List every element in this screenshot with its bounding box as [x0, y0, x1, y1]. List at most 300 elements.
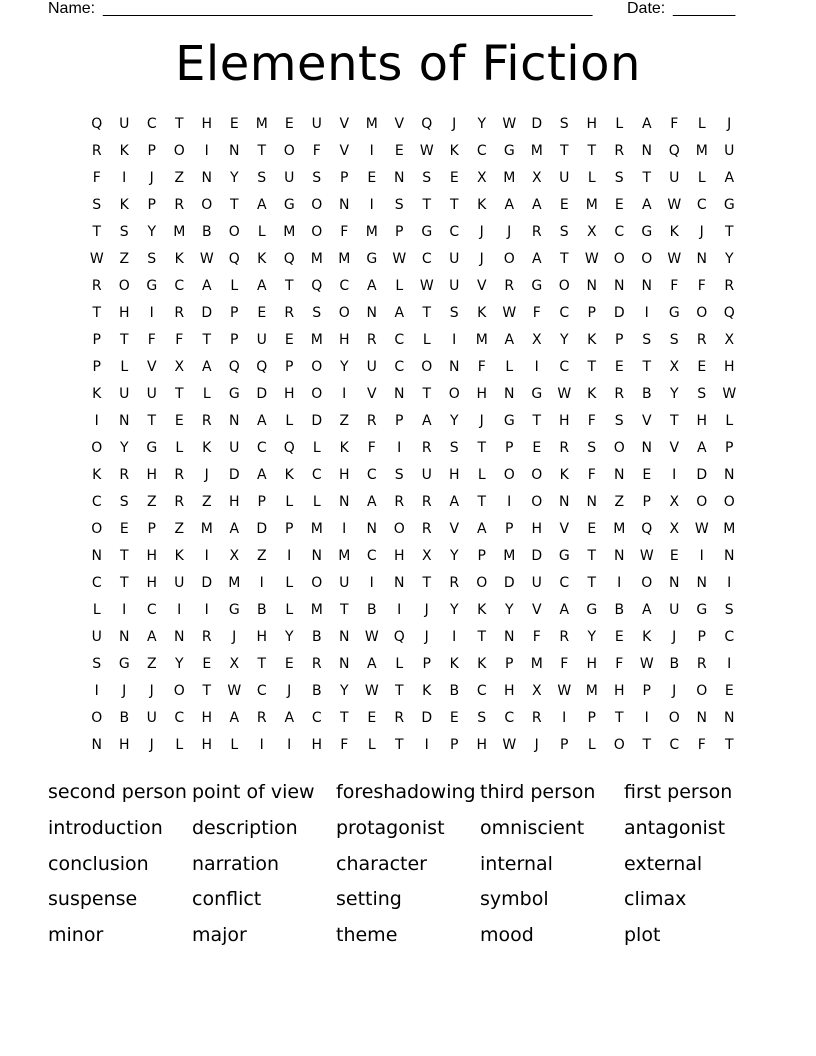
grid-letter: I — [699, 548, 704, 564]
grid-letter: O — [118, 278, 130, 294]
grid-letter: Q — [256, 359, 268, 375]
grid-letter: E — [614, 359, 624, 375]
grid-letter: Y — [119, 440, 129, 456]
word-list-item: point of view — [192, 781, 315, 803]
grid-letter: K — [119, 197, 129, 213]
grid-letter: V — [394, 116, 405, 132]
grid-letter: N — [696, 710, 707, 726]
grid-letter: P — [147, 197, 156, 213]
grid-letter: R — [449, 575, 460, 591]
grid-letter: L — [367, 737, 376, 753]
grid-letter: Y — [339, 683, 349, 699]
grid-letter: K — [669, 224, 679, 240]
grid-letter: O — [311, 575, 323, 591]
grid-letter: J — [479, 413, 484, 429]
grid-row — [83, 219, 743, 246]
grid-letter: W — [89, 251, 104, 267]
grid-letter: S — [312, 305, 322, 321]
grid-letter: R — [394, 710, 405, 726]
grid-letter: B — [311, 629, 322, 645]
grid-letter: Q — [393, 629, 405, 645]
grid-letter: D — [531, 548, 543, 564]
grid-letter: M — [310, 332, 323, 348]
grid-letter: R — [394, 494, 405, 510]
grid-letter: D — [201, 575, 213, 591]
grid-letter: M — [695, 143, 708, 159]
grid-letter: U — [559, 170, 570, 186]
grid-letter: H — [503, 683, 515, 699]
grid-letter: W — [694, 521, 709, 537]
grid-letter: C — [476, 683, 487, 699]
grid-letter: U — [229, 440, 240, 456]
grid-letter: Y — [339, 359, 349, 375]
grid-letter: R — [531, 224, 542, 240]
grid-letter: B — [366, 602, 377, 618]
grid-letter: F — [340, 737, 349, 753]
grid-letter: C — [394, 332, 405, 348]
grid-letter: J — [699, 224, 704, 240]
grid-row — [83, 246, 743, 273]
grid-letter: U — [311, 116, 322, 132]
grid-letter: N — [724, 548, 735, 564]
grid-letter: N — [724, 710, 735, 726]
grid-letter: N — [724, 467, 735, 483]
grid-letter: N — [394, 575, 405, 591]
word-list-item: antagonist — [624, 816, 726, 839]
grid-letter: O — [503, 251, 515, 267]
grid-letter: E — [449, 710, 459, 726]
grid-letter: G — [558, 548, 570, 564]
grid-letter: T — [284, 278, 294, 294]
grid-letter: M — [475, 332, 488, 348]
grid-letter: I — [562, 710, 567, 726]
grid-letter: H — [613, 683, 625, 699]
grid-letter: N — [449, 359, 460, 375]
grid-letter: S — [614, 413, 624, 429]
grid-letter: P — [615, 332, 624, 348]
grid-letter: W — [364, 629, 379, 645]
grid-letter: H — [283, 386, 295, 402]
grid-letter: Y — [477, 116, 487, 132]
grid-letter: E — [614, 629, 624, 645]
grid-letter: A — [476, 521, 487, 537]
grid-letter: L — [395, 278, 404, 294]
grid-letter: N — [339, 494, 350, 510]
grid-letter: W — [557, 683, 572, 699]
grid-letter: F — [532, 629, 541, 645]
grid-letter: X — [229, 656, 240, 672]
grid-letter: F — [587, 467, 596, 483]
grid-letter: Y — [449, 602, 459, 618]
grid-letter: N — [669, 575, 680, 591]
grid-letter: H — [476, 386, 488, 402]
grid-letter: M — [365, 224, 378, 240]
grid-letter: S — [477, 710, 487, 726]
word-list-item: character — [336, 852, 427, 875]
grid-letter: Y — [724, 251, 734, 267]
grid-letter: K — [174, 548, 184, 564]
grid-letter: T — [587, 575, 597, 591]
grid-row — [83, 435, 743, 462]
grid-letter: E — [669, 548, 679, 564]
grid-letter: G — [283, 197, 295, 213]
grid-row — [83, 489, 743, 516]
grid-letter: S — [669, 332, 679, 348]
grid-row — [83, 597, 743, 624]
grid-letter: G — [118, 656, 130, 672]
grid-letter: T — [257, 656, 267, 672]
grid-letter: M — [310, 521, 323, 537]
grid-letter: S — [422, 170, 432, 186]
grid-letter: I — [204, 548, 209, 564]
grid-letter: U — [119, 386, 130, 402]
grid-letter: W — [667, 251, 682, 267]
grid-letter: G — [366, 251, 378, 267]
word-list-item: minor — [48, 924, 104, 947]
grid-letter: P — [340, 170, 349, 186]
grid-letter: B — [669, 656, 680, 672]
grid-letter: C — [696, 197, 707, 213]
grid-row — [83, 543, 743, 570]
grid-letter: F — [312, 143, 321, 159]
grid-letter: R — [174, 305, 185, 321]
grid-letter: Z — [146, 656, 157, 672]
grid-letter: H — [228, 494, 240, 510]
grid-letter: V — [339, 116, 350, 132]
grid-letter: B — [614, 602, 625, 618]
grid-letter: L — [422, 332, 431, 348]
grid-letter: K — [477, 602, 487, 618]
grid-letter: E — [532, 440, 542, 456]
grid-letter: C — [174, 710, 185, 726]
grid-row — [83, 381, 743, 408]
grid-letter: V — [669, 440, 680, 456]
grid-letter: R — [696, 656, 707, 672]
grid-letter: Q — [228, 251, 240, 267]
grid-letter: N — [394, 386, 405, 402]
grid-letter: G — [723, 197, 735, 213]
word-list-item: external — [624, 852, 703, 875]
grid-letter: Y — [147, 224, 157, 240]
grid-letter: A — [531, 197, 542, 213]
word-list-item: narration — [192, 852, 280, 875]
grid-letter: Q — [228, 359, 240, 375]
grid-letter: H — [118, 737, 130, 753]
header-line — [48, 0, 748, 20]
grid-letter: B — [641, 386, 652, 402]
grid-letter: I — [287, 548, 292, 564]
word-search-grid — [83, 111, 743, 759]
grid-letter: R — [614, 143, 625, 159]
grid-letter: A — [641, 197, 652, 213]
grid-letter: X — [476, 170, 487, 186]
grid-letter: O — [531, 494, 543, 510]
grid-letter: K — [422, 683, 432, 699]
word-list-item: suspense — [48, 888, 138, 911]
grid-letter: R — [311, 656, 322, 672]
grid-letter: I — [452, 629, 457, 645]
grid-letter: N — [504, 629, 515, 645]
grid-row — [83, 138, 743, 165]
grid-letter: Y — [449, 548, 459, 564]
grid-letter: W — [502, 116, 517, 132]
grid-letter: H — [118, 305, 130, 321]
grid-letter: A — [394, 305, 405, 321]
grid-letter: K — [587, 332, 597, 348]
grid-letter: U — [146, 710, 157, 726]
grid-letter: O — [283, 143, 295, 159]
grid-letter: X — [531, 170, 542, 186]
grid-letter: L — [505, 359, 514, 375]
word-list-item: theme — [336, 924, 398, 947]
grid-letter: R — [91, 278, 102, 294]
grid-letter: K — [477, 305, 487, 321]
grid-letter: V — [641, 413, 652, 429]
grid-letter: E — [614, 197, 624, 213]
grid-letter: O — [476, 575, 488, 591]
grid-letter: C — [339, 278, 350, 294]
grid-letter: S — [147, 251, 157, 267]
grid-letter: Q — [668, 143, 680, 159]
grid-letter: M — [310, 602, 323, 618]
grid-letter: Y — [669, 386, 679, 402]
grid-letter: D — [613, 305, 625, 321]
grid-letter: A — [641, 116, 652, 132]
grid-letter: E — [202, 656, 212, 672]
grid-letter: I — [369, 575, 374, 591]
grid-letter: R — [696, 332, 707, 348]
grid-letter: J — [232, 629, 237, 645]
grid-letter: E — [697, 359, 707, 375]
grid-letter: E — [229, 116, 239, 132]
grid-letter: W — [227, 683, 242, 699]
grid-letter: P — [257, 494, 266, 510]
grid-letter: G — [531, 278, 543, 294]
grid-letter: T — [724, 737, 734, 753]
grid-letter: F — [697, 278, 706, 294]
grid-letter: Q — [421, 116, 433, 132]
grid-letter: C — [146, 116, 157, 132]
grid-letter: O — [91, 521, 103, 537]
grid-letter: Q — [723, 305, 735, 321]
grid-letter: G — [503, 413, 515, 429]
grid-letter: M — [200, 521, 213, 537]
grid-letter: N — [339, 656, 350, 672]
date-blank-line: _______ — [673, 0, 736, 17]
grid-letter: R — [559, 629, 570, 645]
grid-letter: C — [146, 602, 157, 618]
grid-letter: M — [310, 251, 323, 267]
grid-letter: H — [586, 116, 598, 132]
grid-letter: O — [311, 359, 323, 375]
grid-letter: E — [284, 116, 294, 132]
grid-letter: I — [369, 197, 374, 213]
grid-letter: L — [312, 494, 321, 510]
grid-letter: L — [285, 602, 294, 618]
grid-letter: R — [174, 467, 185, 483]
grid-letter: O — [723, 494, 735, 510]
grid-letter: U — [669, 602, 680, 618]
grid-letter: O — [696, 683, 708, 699]
grid-letter: O — [311, 386, 323, 402]
grid-letter: O — [173, 683, 185, 699]
grid-letter: H — [311, 737, 323, 753]
grid-letter: H — [696, 413, 708, 429]
grid-letter: J — [452, 116, 457, 132]
grid-row — [83, 165, 743, 192]
grid-letter: M — [255, 116, 268, 132]
grid-letter: A — [256, 278, 267, 294]
grid-letter: S — [587, 440, 597, 456]
grid-letter: Q — [311, 278, 323, 294]
grid-letter: N — [614, 548, 625, 564]
grid-letter: I — [644, 710, 649, 726]
grid-letter: P — [725, 440, 734, 456]
grid-letter: N — [91, 737, 102, 753]
word-list-item: introduction — [48, 816, 163, 839]
grid-letter: T — [422, 575, 432, 591]
grid-letter: I — [259, 737, 264, 753]
grid-letter: G — [421, 224, 433, 240]
grid-letter: C — [311, 467, 322, 483]
grid-row — [83, 705, 743, 732]
grid-letter: W — [419, 278, 434, 294]
grid-letter: N — [339, 197, 350, 213]
grid-letter: T — [449, 197, 459, 213]
name-label: Name: — [48, 0, 96, 17]
grid-letter: N — [91, 548, 102, 564]
grid-letter: O — [228, 224, 240, 240]
grid-letter: V — [449, 521, 460, 537]
grid-letter: M — [530, 143, 543, 159]
grid-letter: W — [667, 197, 682, 213]
grid-letter: H — [201, 737, 213, 753]
grid-letter: C — [174, 278, 185, 294]
grid-letter: T — [119, 332, 129, 348]
grid-letter: U — [724, 143, 735, 159]
grid-letter: F — [175, 332, 184, 348]
grid-letter: Y — [229, 170, 239, 186]
grid-letter: P — [505, 440, 514, 456]
grid-letter: I — [397, 602, 402, 618]
grid-letter: I — [342, 386, 347, 402]
grid-letter: W — [639, 548, 654, 564]
grid-letter: S — [724, 602, 734, 618]
grid-letter: N — [696, 575, 707, 591]
grid-letter: N — [641, 143, 652, 159]
grid-letter: A — [559, 602, 570, 618]
grid-letter: H — [393, 548, 405, 564]
grid-letter: M — [613, 521, 626, 537]
grid-letter: P — [505, 656, 514, 672]
grid-letter: O — [173, 143, 185, 159]
grid-letter: Z — [339, 413, 350, 429]
grid-letter: P — [285, 521, 294, 537]
grid-letter: C — [91, 494, 102, 510]
grid-letter: K — [477, 197, 487, 213]
grid-letter: A — [366, 656, 377, 672]
grid-letter: Z — [614, 494, 625, 510]
grid-letter: K — [477, 656, 487, 672]
word-list-item: protagonist — [336, 816, 445, 839]
grid-letter: C — [504, 710, 515, 726]
grid-letter: Z — [174, 170, 185, 186]
grid-letter: C — [449, 224, 460, 240]
grid-letter: P — [505, 521, 514, 537]
grid-letter: O — [311, 197, 323, 213]
grid-letter: L — [257, 224, 266, 240]
grid-letter: C — [256, 683, 267, 699]
grid-letter: I — [424, 737, 429, 753]
grid-letter: L — [175, 440, 184, 456]
grid-letter: H — [723, 359, 735, 375]
grid-letter: S — [312, 170, 322, 186]
grid-letter: T — [394, 737, 404, 753]
grid-letter: P — [230, 305, 239, 321]
grid-letter: L — [285, 494, 294, 510]
grid-letter: L — [477, 467, 486, 483]
grid-letter: U — [421, 467, 432, 483]
grid-letter: P — [697, 629, 706, 645]
grid-letter: J — [479, 224, 484, 240]
grid-letter: U — [669, 170, 680, 186]
grid-letter: X — [669, 359, 680, 375]
grid-letter: L — [230, 278, 239, 294]
grid-letter: P — [230, 332, 239, 348]
grid-letter: I — [507, 494, 512, 510]
grid-letter: T — [477, 440, 487, 456]
grid-letter: I — [149, 305, 154, 321]
grid-letter: A — [256, 467, 267, 483]
grid-row — [83, 354, 743, 381]
grid-letter: D — [256, 386, 268, 402]
grid-letter: F — [697, 737, 706, 753]
grid-letter: N — [119, 629, 130, 645]
grid-letter: R — [504, 278, 515, 294]
grid-letter: T — [422, 197, 432, 213]
grid-letter: F — [477, 359, 486, 375]
grid-letter: J — [479, 251, 484, 267]
grid-letter: R — [201, 413, 212, 429]
grid-letter: U — [339, 575, 350, 591]
grid-letter: O — [311, 224, 323, 240]
word-list-item: first person — [624, 781, 733, 803]
grid-letter: F — [147, 332, 156, 348]
grid-letter: T — [147, 413, 157, 429]
grid-letter: S — [642, 332, 652, 348]
grid-letter: P — [92, 332, 101, 348]
grid-letter: T — [339, 602, 349, 618]
grid-letter: R — [174, 494, 185, 510]
grid-letter: T — [642, 359, 652, 375]
grid-letter: O — [613, 251, 625, 267]
grid-letter: F — [340, 224, 349, 240]
grid-letter: S — [559, 116, 569, 132]
word-list-item: major — [192, 924, 247, 947]
grid-letter: M — [585, 197, 598, 213]
grid-row — [83, 111, 743, 138]
grid-letter: U — [366, 359, 377, 375]
grid-letter: T — [669, 413, 679, 429]
grid-letter: E — [284, 332, 294, 348]
grid-letter: H — [201, 710, 213, 726]
grid-letter: M — [365, 116, 378, 132]
grid-letter: T — [229, 197, 239, 213]
grid-row — [83, 408, 743, 435]
grid-letter: N — [201, 170, 212, 186]
grid-letter: E — [284, 656, 294, 672]
grid-letter: T — [339, 710, 349, 726]
